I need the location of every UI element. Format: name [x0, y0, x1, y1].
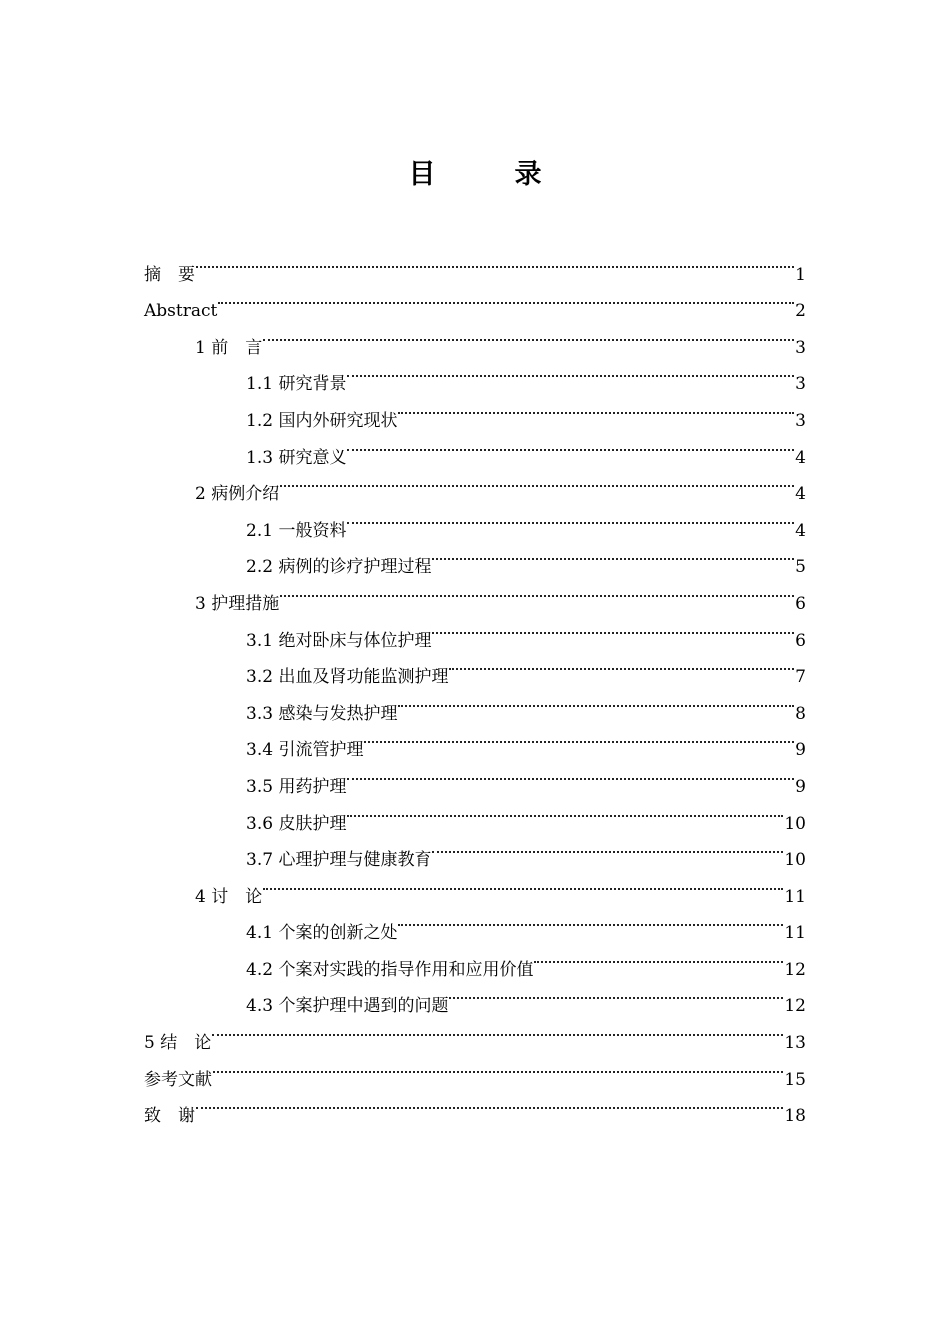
toc-entry-label: 4.2 个案对实践的指导作用和应用价值 [246, 959, 534, 980]
dot-leader [431, 609, 795, 646]
dot-leader [397, 682, 795, 719]
toc-entry-label: 摘 要 [144, 264, 195, 285]
dot-leader [397, 389, 795, 426]
dot-leader [211, 1011, 784, 1048]
toc-entry[interactable] [144, 1085, 806, 1127]
toc-entry-label: 3.7 心理护理与健康教育 [246, 850, 432, 871]
toc-entry-label: 4 讨 论 [195, 886, 263, 907]
toc-entry-page-number: 10 [784, 813, 806, 834]
toc-entry-label: 参考文献 [144, 1069, 212, 1090]
toc-entry-label: Abstract [144, 301, 218, 322]
toc-entry-page-number: 4 [795, 484, 806, 505]
dot-leader [397, 902, 784, 939]
toc-entry-page-number: 3 [795, 337, 806, 358]
table-of-contents [144, 243, 806, 1127]
toc-entry-label: 3 护理措施 [195, 593, 280, 614]
toc-entry[interactable] [144, 389, 806, 431]
toc-entry-page-number: 6 [795, 593, 806, 614]
toc-entry[interactable] [144, 829, 806, 871]
dot-leader [262, 865, 784, 902]
dot-leader [279, 463, 795, 500]
dot-leader [346, 499, 795, 536]
toc-entry[interactable] [144, 316, 806, 358]
toc-entry-page-number: 3 [795, 374, 806, 395]
toc-entry[interactable] [144, 280, 806, 322]
dot-leader [346, 755, 795, 792]
toc-entry-page-number: 15 [784, 1069, 806, 1090]
toc-entry-page-number: 12 [784, 959, 806, 980]
dot-leader [448, 975, 784, 1012]
dot-leader [363, 719, 795, 756]
toc-entry-label: 3.5 用药护理 [246, 776, 347, 797]
toc-entry-page-number: 4 [795, 447, 806, 468]
toc-entry-label: 2.2 病例的诊疗护理过程 [246, 557, 432, 578]
dot-leader [195, 243, 795, 280]
toc-entry[interactable] [144, 792, 806, 834]
toc-entry-label: 3.1 绝对卧床与体位护理 [246, 630, 432, 651]
toc-entry-label: 2.1 一般资料 [246, 520, 347, 541]
toc-entry-page-number: 6 [795, 630, 806, 651]
toc-entry-label: 1.1 研究背景 [246, 374, 347, 395]
dot-leader [217, 280, 795, 317]
toc-entry[interactable] [144, 426, 806, 468]
dot-leader [262, 316, 795, 353]
toc-entry-label: 3.6 皮肤护理 [246, 813, 347, 834]
toc-entry[interactable] [144, 1048, 806, 1090]
toc-entry-label: 3.2 出血及肾功能监测护理 [246, 667, 449, 688]
toc-entry[interactable] [144, 975, 806, 1017]
toc-entry[interactable] [144, 536, 806, 578]
toc-entry[interactable] [144, 938, 806, 980]
toc-entry[interactable] [144, 243, 806, 285]
toc-entry-label: 3.3 感染与发热护理 [246, 703, 398, 724]
toc-entry-label: 1.3 研究意义 [246, 447, 347, 468]
dot-leader [533, 938, 784, 975]
toc-entry-page-number: 7 [795, 667, 806, 688]
toc-entry-page-number: 18 [784, 1106, 806, 1127]
toc-entry[interactable] [144, 719, 806, 761]
toc-entry-label: 1 前 言 [195, 337, 263, 358]
toc-entry-page-number: 3 [795, 410, 806, 431]
toc-entry-page-number: 10 [784, 850, 806, 871]
dot-leader [346, 792, 784, 829]
toc-entry-label: 4.1 个案的创新之处 [246, 923, 398, 944]
toc-entry[interactable] [144, 682, 806, 724]
toc-entry[interactable] [144, 1011, 806, 1054]
toc-entry-label: 2 病例介绍 [195, 484, 280, 505]
toc-entry[interactable] [144, 646, 806, 688]
toc-entry-page-number: 5 [795, 557, 806, 578]
toc-entry-page-number: 9 [795, 776, 806, 797]
toc-entry-page-number: 11 [784, 923, 806, 944]
dot-leader [346, 426, 795, 463]
toc-entry-page-number: 1 [795, 264, 806, 285]
toc-entry-page-number: 2 [795, 301, 806, 322]
toc-entry[interactable] [144, 463, 806, 505]
toc-entry[interactable] [144, 755, 806, 797]
dot-leader [279, 572, 795, 609]
dot-leader [431, 829, 784, 866]
toc-title: 目 录 [408, 159, 568, 190]
dot-leader [195, 1085, 784, 1122]
toc-entry[interactable] [144, 572, 806, 614]
toc-entry-label: 致 谢 [144, 1106, 195, 1127]
dot-leader [212, 1048, 784, 1085]
toc-entry-page-number: 13 [784, 1033, 806, 1054]
toc-entry-label: 4.3 个案护理中遇到的问题 [246, 996, 449, 1017]
toc-entry-page-number: 8 [795, 703, 806, 724]
toc-entry-label: 5 结 论 [144, 1033, 212, 1054]
toc-entry-page-number: 9 [795, 740, 806, 761]
toc-entry-page-number: 4 [795, 520, 806, 541]
toc-entry[interactable] [144, 865, 806, 907]
toc-entry-page-number: 11 [784, 886, 806, 907]
dot-leader [346, 353, 795, 390]
dot-leader [431, 536, 795, 573]
dot-leader [448, 646, 795, 683]
toc-entry-page-number: 12 [784, 996, 806, 1017]
toc-entry-label: 1.2 国内外研究现状 [246, 410, 398, 431]
toc-entry-label: 3.4 引流管护理 [246, 740, 364, 761]
